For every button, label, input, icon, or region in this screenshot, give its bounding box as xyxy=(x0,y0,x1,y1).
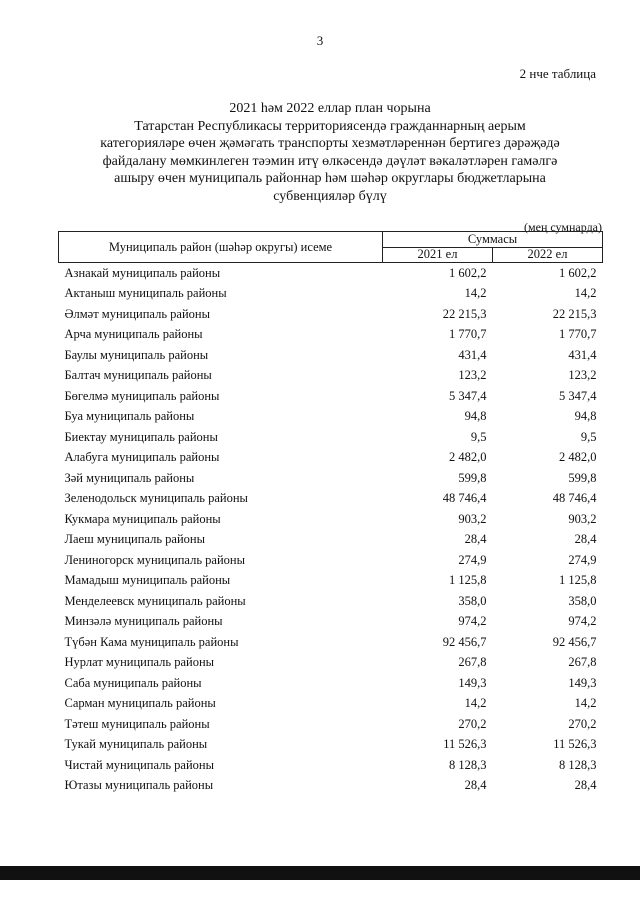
table-row xyxy=(59,468,603,489)
value-2021-cell: 92 456,7 xyxy=(442,634,487,649)
district-name-cell: Нурлат муниципаль районы xyxy=(64,655,215,670)
table-row xyxy=(59,735,603,756)
table-header-row xyxy=(59,232,603,248)
value-2022-cell: 2 482,0 xyxy=(559,450,597,465)
value-2022-cell: 123,2 xyxy=(568,368,597,383)
value-2022-cell: 5 347,4 xyxy=(559,388,597,403)
value-2021-cell: 599,8 xyxy=(458,470,487,485)
table-row xyxy=(59,366,603,387)
district-name-cell: Кукмара муниципаль районы xyxy=(64,511,221,526)
table-row xyxy=(59,673,603,694)
district-name-cell: Балтач муниципаль районы xyxy=(64,368,212,383)
value-2022-cell: 149,3 xyxy=(568,675,597,690)
value-2021-cell: 94,8 xyxy=(464,409,487,424)
title-line: субвенцияләр бүлү xyxy=(273,188,387,204)
value-2022-cell: 270,2 xyxy=(568,716,597,731)
value-2022-cell: 14,2 xyxy=(574,286,597,301)
table-row xyxy=(59,325,603,346)
value-2022-cell: 8 128,3 xyxy=(559,757,597,772)
value-2022-cell: 1 770,7 xyxy=(559,327,597,342)
header-name-column: Муниципаль район (шәһәр округы) исеме xyxy=(59,232,383,263)
value-2021-cell: 22 215,3 xyxy=(442,306,487,321)
value-2021-cell: 123,2 xyxy=(458,368,487,383)
district-name-cell: Менделеевск муниципаль районы xyxy=(64,593,246,608)
table-body xyxy=(59,263,603,797)
table-row xyxy=(59,345,603,366)
district-name-cell: Мамадыш муниципаль районы xyxy=(64,573,231,588)
district-name-cell: Сарман муниципаль районы xyxy=(64,696,216,711)
value-2021-cell: 1 770,7 xyxy=(449,327,487,342)
table-row xyxy=(59,263,603,284)
subvention-table xyxy=(58,231,603,796)
district-name-cell: Буа муниципаль районы xyxy=(64,409,195,424)
title-line: Татарстан Республикасы территориясендә гражданнарның аерым xyxy=(134,118,526,134)
value-2022-cell: 358,0 xyxy=(568,593,597,608)
value-2021-cell: 358,0 xyxy=(458,593,487,608)
table-row xyxy=(59,653,603,674)
value-2021-cell: 14,2 xyxy=(464,696,487,711)
value-2021-cell: 431,4 xyxy=(458,347,487,362)
district-name-cell: Лениногорск муниципаль районы xyxy=(64,552,245,567)
units-note: (мең сумнарда) xyxy=(524,220,602,234)
district-name-cell: Минзәлә муниципаль районы xyxy=(64,614,223,629)
table-row xyxy=(59,530,603,551)
district-name-cell: Актаныш муниципаль районы xyxy=(64,286,227,301)
table-row xyxy=(59,448,603,469)
value-2021-cell: 1 602,2 xyxy=(449,265,487,280)
page-number: 3 xyxy=(316,33,324,48)
value-2021-cell: 11 526,3 xyxy=(443,737,487,752)
table-row xyxy=(59,386,603,407)
table-row xyxy=(59,407,603,428)
value-2022-cell: 974,2 xyxy=(568,614,597,629)
table-row xyxy=(59,284,603,305)
value-2021-cell: 9,5 xyxy=(470,429,487,444)
title-line: 2021 һәм 2022 еллар план чорына xyxy=(229,101,431,116)
district-name-cell: Арча муниципаль районы xyxy=(64,327,203,342)
value-2022-cell: 274,9 xyxy=(568,552,597,567)
value-2021-cell: 903,2 xyxy=(458,511,487,526)
title-line: ашыру өчен муниципаль районнар һәм шәһәр округлары бюджетларына xyxy=(114,171,546,186)
document-title xyxy=(60,100,600,205)
district-name-cell: Ютазы муниципаль районы xyxy=(64,778,214,793)
value-2021-cell: 48 746,4 xyxy=(442,491,487,506)
value-2022-cell: 92 456,7 xyxy=(552,634,597,649)
district-name-cell: Азнакай муниципаль районы xyxy=(64,265,221,280)
value-2022-cell: 94,8 xyxy=(574,409,597,424)
table-row xyxy=(59,612,603,633)
title-line: категорияләре өчен җәмәгать транспорты хезмәтләреннән бертигез дәрәҗәдә xyxy=(100,136,560,151)
value-2021-cell: 270,2 xyxy=(458,716,487,731)
table-row xyxy=(59,427,603,448)
value-2022-cell: 599,8 xyxy=(568,470,597,485)
table-row xyxy=(59,632,603,653)
title-line: файдалану мөмкинлеген тәэмин итү өлкәсендә дәүләт вәкаләтләрен гамәлгә xyxy=(102,153,558,169)
header-sum-column: Суммасы xyxy=(383,232,603,248)
district-name-cell: Биектау муниципаль районы xyxy=(64,429,218,444)
scan-border-bar xyxy=(0,866,640,880)
value-2022-cell: 903,2 xyxy=(568,511,597,526)
value-2021-cell: 5 347,4 xyxy=(449,388,487,403)
value-2021-cell: 274,9 xyxy=(458,552,487,567)
value-2022-cell: 11 526,3 xyxy=(553,737,597,752)
value-2022-cell: 1 602,2 xyxy=(559,265,597,280)
value-2022-cell: 9,5 xyxy=(580,429,597,444)
district-name-cell: Баулы муниципаль районы xyxy=(64,347,209,362)
district-name-cell: Зәй муниципаль районы xyxy=(64,470,195,485)
district-name-cell: Чистай муниципаль районы xyxy=(64,757,214,772)
value-2021-cell: 2 482,0 xyxy=(449,450,487,465)
table-row xyxy=(59,755,603,776)
district-name-cell: Тукай муниципаль районы xyxy=(64,737,208,752)
district-name-cell: Тәтеш муниципаль районы xyxy=(64,716,210,731)
value-2021-cell: 28,4 xyxy=(464,778,487,793)
value-2022-cell: 1 125,8 xyxy=(559,573,597,588)
value-2022-cell: 431,4 xyxy=(568,347,597,362)
value-2021-cell: 8 128,3 xyxy=(449,757,487,772)
table-row xyxy=(59,714,603,735)
value-2022-cell: 14,2 xyxy=(574,696,597,711)
district-name-cell: Саба муниципаль районы xyxy=(64,675,202,690)
value-2022-cell: 267,8 xyxy=(568,655,597,670)
header-year-2022: 2022 ел xyxy=(493,247,603,263)
district-name-cell: Алабуга муниципаль районы xyxy=(64,450,220,465)
value-2021-cell: 974,2 xyxy=(458,614,487,629)
district-name-cell: Зеленодольск муниципаль районы xyxy=(64,491,248,506)
district-name-cell: Түбән Кама муниципаль районы xyxy=(64,634,239,649)
table-row xyxy=(59,694,603,715)
value-2021-cell: 14,2 xyxy=(464,286,487,301)
value-2022-cell: 28,4 xyxy=(574,778,597,793)
district-name-cell: Бөгелмә муниципаль районы xyxy=(64,388,220,403)
table-row xyxy=(59,304,603,325)
value-2021-cell: 149,3 xyxy=(458,675,487,690)
district-name-cell: Лаеш муниципаль районы xyxy=(64,532,205,547)
table-row xyxy=(59,571,603,592)
value-2022-cell: 48 746,4 xyxy=(552,491,597,506)
table-row xyxy=(59,591,603,612)
value-2021-cell: 267,8 xyxy=(458,655,487,670)
table-row xyxy=(59,509,603,530)
table-row xyxy=(59,550,603,571)
table-label: 2 нче таблица xyxy=(519,66,596,81)
value-2021-cell: 28,4 xyxy=(464,532,487,547)
header-year-2021: 2021 ел xyxy=(383,247,493,263)
table-row xyxy=(59,489,603,510)
value-2021-cell: 1 125,8 xyxy=(449,573,487,588)
district-name-cell: Әлмәт муниципаль районы xyxy=(64,306,210,321)
value-2022-cell: 28,4 xyxy=(574,532,597,547)
value-2022-cell: 22 215,3 xyxy=(552,306,597,321)
table-row xyxy=(59,776,603,797)
